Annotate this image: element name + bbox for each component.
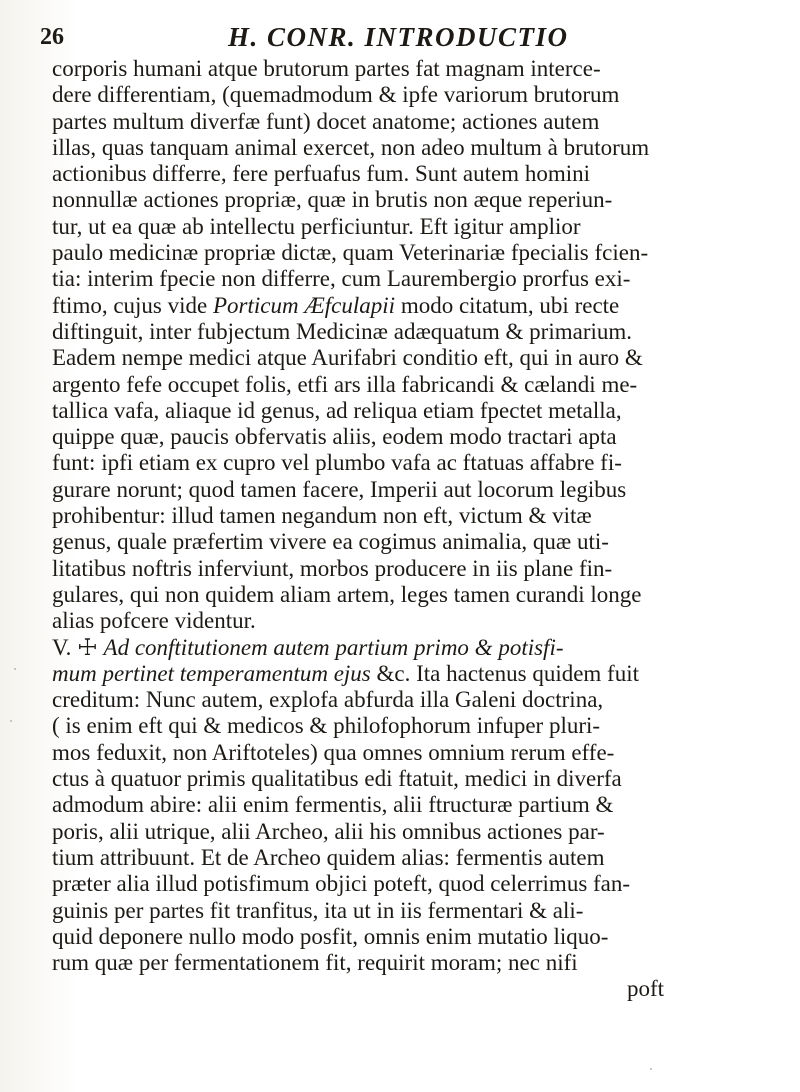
text-line: præter alia illud potisfimum objici poteft, quod celerrimus fan- (52, 871, 631, 897)
text-line: admodum abire: alii enim fermentis, alii ftructuræ partium & (52, 792, 614, 818)
text-line: paulo medicinæ propriæ dictæ, quam Veterinariæ fpecialis fcien- (52, 240, 649, 266)
text-line: alias pofcere videntur. (52, 608, 256, 634)
text-line: corporis humani atque brutorum partes fat magnam interce- (52, 56, 601, 81)
text-line: quid deponere nullo modo posfit, omnis enim mutatio liquo- (52, 923, 609, 949)
text-line: ( is enim eft qui & medicos & philofophorum infuper pluri- (52, 713, 601, 739)
text-line: poris, alii utrique, alii Archeo, alii his omnibus actiones par- (52, 818, 605, 844)
text-line: prohibentur: illud tamen negandum non eft, victum & vitæ (52, 503, 592, 529)
edge-speck (14, 668, 16, 670)
text-line: argento fefe occupet folis, etfi ars illa fabricandi & cælandi me- (52, 371, 638, 397)
text-line: genus, quale præfertim vivere ea cogimus animalia, quæ uti- (52, 529, 609, 555)
text-line: Eadem nempe medici atque Aurifabri conditio eft, qui in auro & (52, 345, 643, 371)
text-line: litatibus noftris inferviunt, morbos producere in iis plane fin- (52, 555, 613, 581)
running-head: H. CONR. INTRODUCTIO (228, 22, 569, 52)
text-line: nonnullæ actiones propriæ, quæ in brutis non æque reperiun- (52, 187, 613, 213)
text-line: funt: ipfi etiam ex cupro vel plumbo vafa ac ftatuas affabre fi- (52, 450, 622, 476)
text-line: quippe quæ, paucis obfervatis aliis, eodem modo tractari apta (52, 424, 617, 450)
text-line: ctus à quatuor primis qualitatibus edi ftatuit, medici in diverfa (52, 766, 622, 792)
text-line: ftimo, cujus vide Porticum Æfculapii modo citatum, ubi recte (52, 292, 620, 318)
page-number: 26 (40, 24, 64, 50)
catchword: poft (626, 976, 664, 1002)
text-line: tur, ut ea quæ ab intellectu perficiuntur. Eft igitur amplior (52, 213, 581, 239)
text-line: tallica vafa, aliaque id genus, ad reliqua etiam fpectet metalla, (52, 397, 622, 423)
text-line: gulares, qui non quidem aliam artem, leges tamen curandi longe (52, 581, 642, 607)
edge-speck (650, 1068, 652, 1070)
text-line: tium attribuunt. Et de Archeo quidem alias: fermentis autem (52, 844, 605, 870)
text-line: mos feduxit, non Ariftoteles) qua omnes omnium rerum effe- (52, 739, 615, 765)
edge-speck (10, 720, 12, 722)
text-line: mum pertinet temperamentum ejus &c. Ita hactenus quidem fuit (52, 660, 640, 686)
text-line: V. ☩ Ad conftitutionem autem partium primo & potisfi- (52, 634, 564, 660)
text-line: guinis per partes fit tranfitus, ita ut in iis fermentari & ali- (52, 897, 584, 923)
text-line: dere differentiam, (quemadmodum & ipfe variorum brutorum (52, 82, 620, 108)
page-header (40, 18, 740, 52)
text-line: diftinguit, inter fubjectum Medicinæ adæquatum & primarium. (52, 318, 633, 344)
text-line: illas, quas tanquam animal exercet, non adeo multum à brutorum (52, 134, 650, 160)
text-line: rum quæ per fermentationem fit, requirit moram; nec nifi (52, 950, 578, 976)
text-line: actionibus differre, fere perfuafus fum. Sunt autem homini (52, 161, 590, 187)
text-line: partes multum diverfæ funt) docet anatome; actiones autem (52, 108, 600, 134)
text-line: creditum: Nunc autem, explofa abfurda illa Galeni doctrina, (52, 687, 604, 713)
body-text (52, 56, 792, 1003)
text-line: tia: interim fpecie non differre, cum Laurembergio prorfus exi- (52, 266, 631, 292)
text-line: gurare norunt; quod tamen facere, Imperii aut locorum legibus (52, 476, 627, 502)
